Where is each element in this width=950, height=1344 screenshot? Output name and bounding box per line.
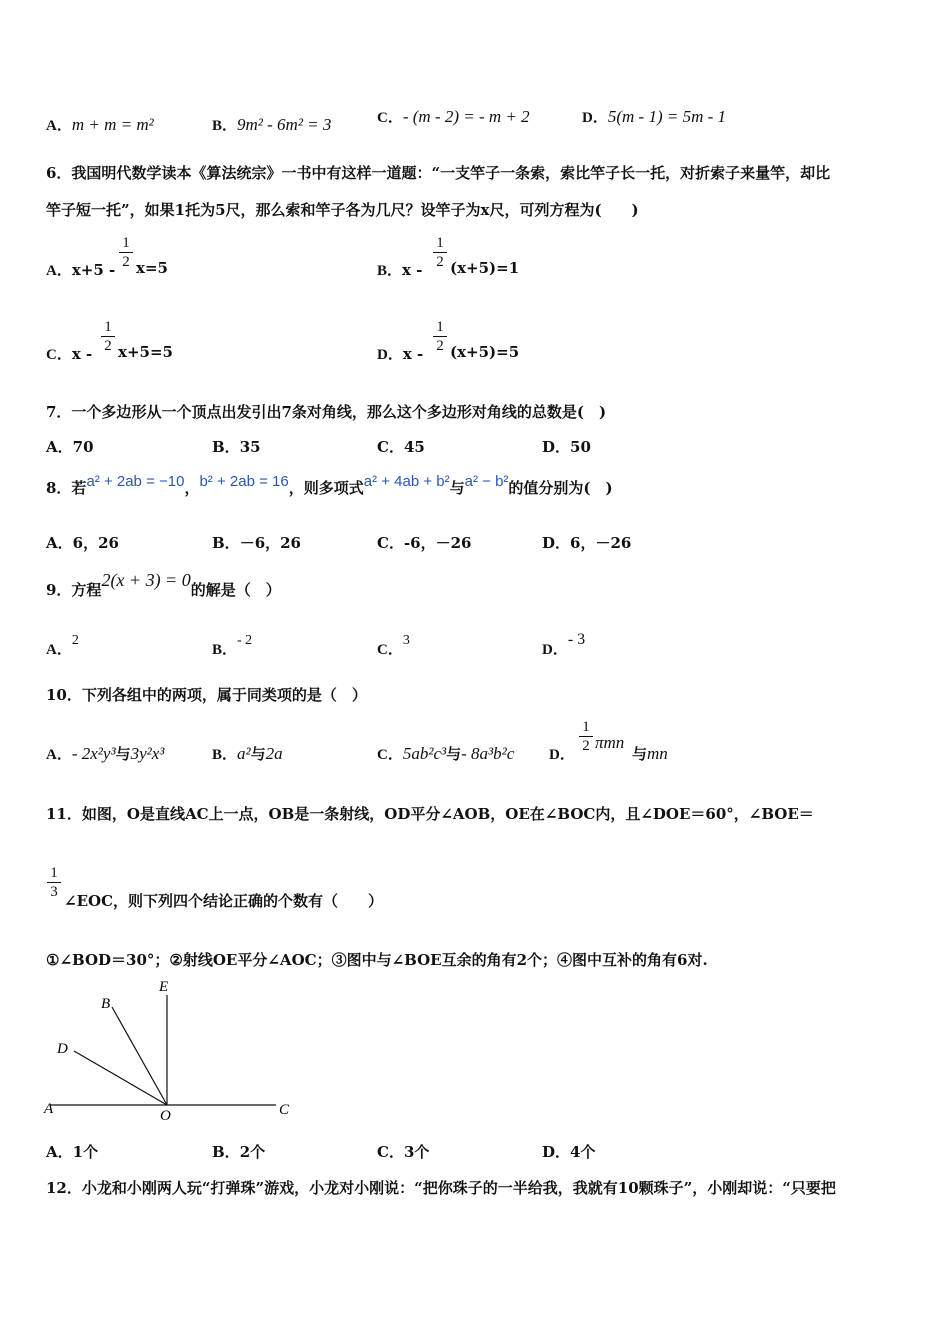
q9-option-d: D．- 3 xyxy=(542,631,586,658)
q11-option-a: A．1个 xyxy=(46,1143,99,1161)
q11-stem-line2: ∠EOC，则下列四个结论正确的个数有（ ） xyxy=(64,892,384,910)
q7-option-d: D．50 xyxy=(542,438,591,456)
q7-option-a: A．70 xyxy=(46,438,94,456)
q6-option-a-tail: x=5 xyxy=(136,259,168,277)
q9-option-b: B．- 2 xyxy=(212,633,253,658)
q5-option-a-expr: m + m = m² xyxy=(71,115,154,134)
q6-option-d: D．x - xyxy=(377,345,424,363)
q11-stem-line1: 11．如图，O是直线AC上一点，OB是一条射线，OD平分∠AOB，OE在∠BOC内，且∠DOE＝60°，∠BOE＝ xyxy=(46,805,814,823)
q8-stem: 8．若a² + 2ab = −10，b² + 2ab = 16，则多项式a² + 4ab + b²与a² − b²的值分别为( ) xyxy=(46,473,613,497)
q6-option-a: A．x+5 - xyxy=(46,261,116,279)
q5-option-d: D．5(m - 1) = 5m - 1 xyxy=(582,107,727,126)
q5-option-b: B．9m² - 6m² = 3 xyxy=(212,115,332,134)
q5-option-c: C．- (m - 2) = - m + 2 xyxy=(377,107,530,126)
label-d: D xyxy=(57,1041,68,1057)
label-a: A xyxy=(44,1101,54,1117)
q10-option-d-tail: 与mn xyxy=(632,744,668,763)
q10-option-d-label: D． xyxy=(549,747,575,763)
q11-geometry-figure xyxy=(40,975,300,1125)
q7-option-b: B．35 xyxy=(212,438,261,456)
q8-option-c: C．-6，－26 xyxy=(377,534,472,552)
q11-option-b: B．2个 xyxy=(212,1143,266,1161)
q11-conclusions: ①∠BOD＝30°；②射线OE平分∠AOC；③图中与∠BOE互余的角有2个；④图中互补的角有6对. xyxy=(46,951,708,969)
q8-option-a: A．6，26 xyxy=(46,534,119,552)
q8-option-b: B．－6，26 xyxy=(212,534,301,552)
q9-stem: 9．方程2(x + 3) = 0的解是（ ） xyxy=(46,570,281,599)
q11-option-c: C．3个 xyxy=(377,1143,430,1161)
q10-option-d-fraction: $\frac{1}{2}$ xyxy=(579,718,593,755)
q9-option-a: A．2 xyxy=(46,633,79,658)
q6-stem-line2: 竿子短一托”，如果1托为5尺，那么索和竿子各为几尺？设竿子为x尺，可列方程为( ) xyxy=(46,201,639,219)
q9-equation: 2(x + 3) = 0 xyxy=(101,570,191,590)
q8-equation-2: b² + 2ab = 16 xyxy=(199,473,289,490)
q6-option-a-fraction: $\frac{1}{2}$ xyxy=(119,234,133,271)
q8-polynomial-2: a² − b² xyxy=(464,473,509,490)
q6-option-c: C．x - xyxy=(46,345,93,363)
label-o: O xyxy=(160,1108,171,1124)
q6-option-d-tail: (x+5)=5 xyxy=(450,343,520,361)
q5-option-b-expr: 9m² - 6m² = 3 xyxy=(237,115,332,134)
q8-option-d: D．6，－26 xyxy=(542,534,632,552)
q10-stem: 10．下列各组中的两项，属于同类项的是（ ） xyxy=(46,686,367,704)
q10-option-d-expr: πmn xyxy=(595,733,625,752)
q8-equation-1: a² + 2ab = −10 xyxy=(86,473,185,490)
label-b: B xyxy=(101,996,111,1012)
q6-option-d-fraction: $\frac{1}{2}$ xyxy=(433,318,447,355)
label-c: C xyxy=(279,1102,290,1118)
q5-option-d-expr: 5(m - 1) = 5m - 1 xyxy=(607,107,727,126)
q6-option-b: B．x - xyxy=(377,261,423,279)
label-e: E xyxy=(159,979,169,995)
q6-option-b-tail: (x+5)=1 xyxy=(450,259,520,277)
q12-stem-line1: 12．小龙和小刚两人玩“打弹珠”游戏，小龙对小刚说：“把你珠子的一半给我，我就有10颗珠子”，小刚却说：“只要把 xyxy=(46,1179,836,1197)
q9-option-c: C．3 xyxy=(377,633,410,658)
q6-option-c-fraction: $\frac{1}{2}$ xyxy=(101,318,115,355)
q11-fraction: $\frac{1}{3}$ xyxy=(47,864,61,901)
q6-stem-line1: 6．我国明代数学读本《算法统宗》一书中有这样一道题：“一支竿子一条索，索比竿子长一托，对折索子来量竿，却比 xyxy=(46,164,831,182)
q5-option-c-expr: - (m - 2) = - m + 2 xyxy=(402,107,530,126)
q7-stem: 7．一个多边形从一个顶点出发引出7条对角线，那么这个多边形对角线的总数是( ) xyxy=(46,403,607,421)
q5-option-a: A．m + m = m² xyxy=(46,115,154,134)
ray-ob xyxy=(112,1007,167,1105)
q10-option-b: B．a²与2a xyxy=(212,744,283,763)
q7-option-c: C．45 xyxy=(377,438,425,456)
ray-od xyxy=(74,1051,167,1105)
q11-option-d: D．4个 xyxy=(542,1143,596,1161)
q6-option-b-fraction: $\frac{1}{2}$ xyxy=(433,234,447,271)
q8-polynomial-1: a² + 4ab + b² xyxy=(363,473,450,490)
q10-option-a: A．- 2x²y³与3y²x³ xyxy=(46,744,165,763)
q10-option-c: C．5ab²c³与- 8a³b²c xyxy=(377,744,515,763)
q6-option-c-tail: x+5=5 xyxy=(118,343,173,361)
